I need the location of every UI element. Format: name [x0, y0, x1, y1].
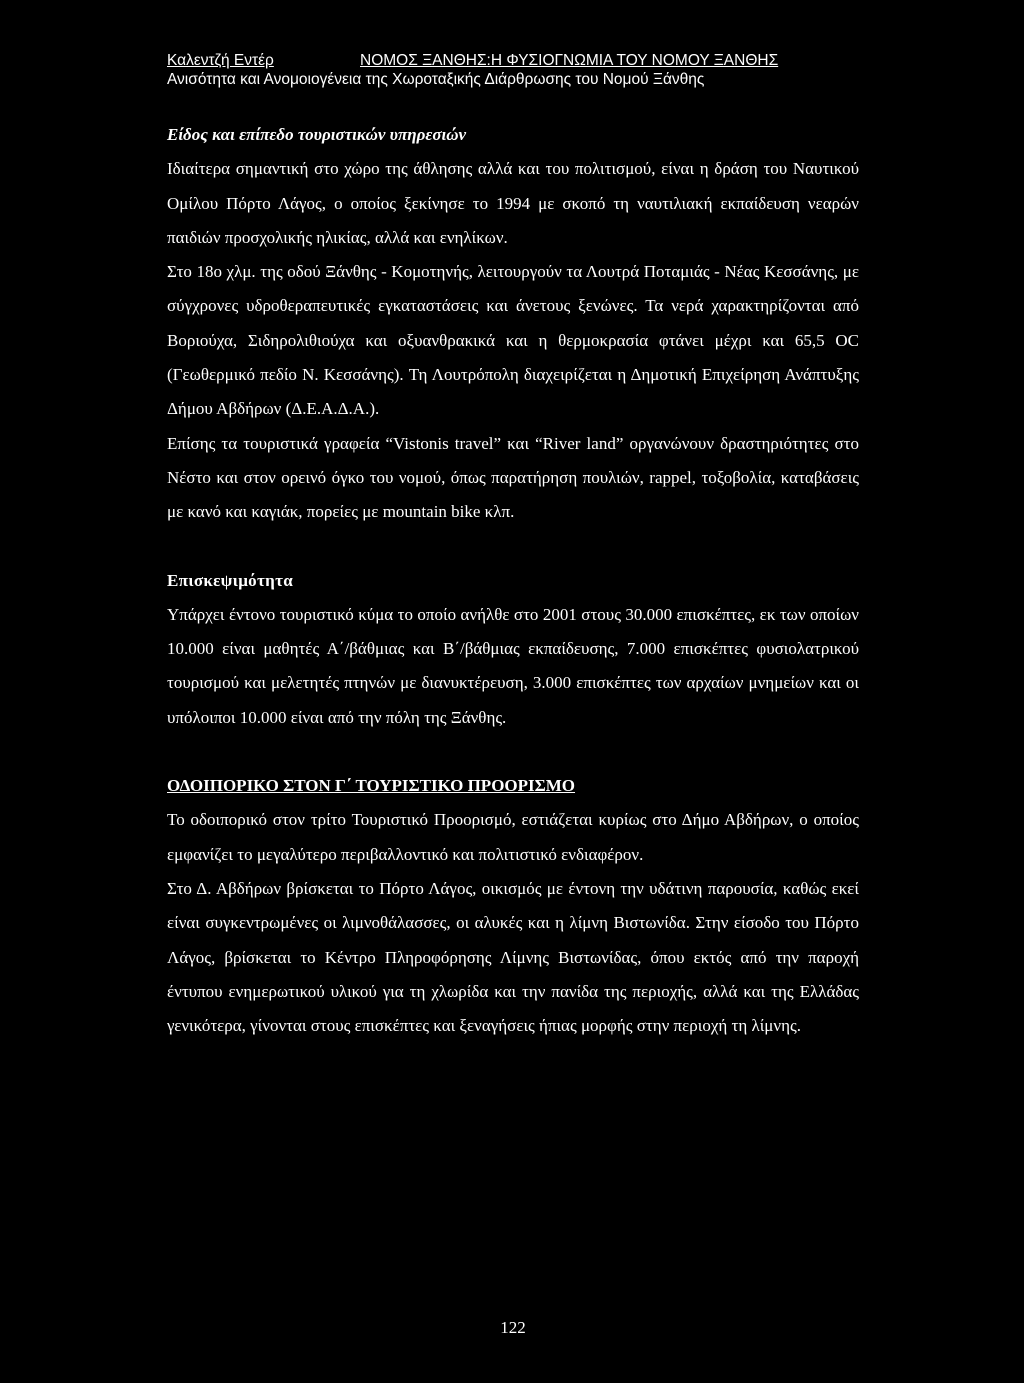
- paragraph: Ιδιαίτερα σημαντική στο χώρο της άθλησης αλλά και του πολιτισμού, είναι η δράση του Ναυτικού Ομίλου Πόρτο Λάγος, ο οποίος ξεκίνησε το 1994 με σκοπό τη ναυτιλιακή εκπαίδευση νεαρών παιδιών προσχολικής ηλικίας, αλλά και ενηλίκων.: [167, 159, 859, 247]
- section-heading-itinerary: ΟΔΟΙΠΟΡΙΚΟ ΣΤΟΝ Γ΄ ΤΟΥΡΙΣΤΙΚΟ ΠΡΟΟΡΙΣΜΟ: [167, 776, 576, 796]
- header-line-1: [167, 51, 859, 70]
- paragraph: Το οδοιπορικό στον τρίτο Τουριστικό Προορισμό, εστιάζεται κυρίως στο Δήμο Αβδήρων, ο οποίος εμφανίζει το μεγαλύτερο περιβαλλοντικό και πολιτιστικό ενδιαφέρον.: [167, 810, 859, 864]
- document-body: [167, 118, 859, 1043]
- header-subtitle: Ανισότητα και Ανομοιογένεια της Χωροταξικής Διάρθρωσης του Νομού Ξάνθης: [167, 71, 705, 88]
- paragraph: Στο Δ. Αβδήρων βρίσκεται το Πόρτο Λάγος, οικισμός με έντονη την υδάτινη παρουσία, καθώς εκεί είναι συγκεντρωμένες οι λιμνοθάλασσες, οι αλυκές και η λίμνη Βιστωνίδα. Στην είσοδο του Πόρτο Λάγος, βρίσκεται το Κέντρο Πληροφόρησης Λίμνης Βιστωνίδας, όπου εκτός από την παροχή έντυπου ενημερωτικού υλικού για τη χλωρίδα και την πανίδα της περιοχής, αλλά και της Ελλάδας γενικότερα, γίνονται στους επισκέπτες και ξεναγήσεις ήπιας μορφής στην περιοχή τη λίμνης.: [167, 878, 859, 1036]
- paragraph: Στο 18ο χλμ. της οδού Ξάνθης - Κομοτηνής, λειτουργούν τα Λουτρά Ποταμιάς - Νέας Κεσσάνης, με σύγχρονες υδροθεραπευτικές εγκαταστάσεις και άνετους ξενώνες. Τα νερά χαρακτηρίζονται από Βοριούχα, Σιδηρολιθιούχα και οξυανθρακικά και η θερμοκρασία φτάνει μέχρι και 65,5 OC (Γεωθερμικό πεδίο Ν. Κεσσάνης). Τη Λουτρόπολη διαχειρίζεται η Δημοτική Επιχείρηση Ανάπτυξης Δήμου Αβδήρων (Δ.Ε.Α.Δ.Α.).: [167, 262, 859, 419]
- running-header: [167, 51, 859, 89]
- header-title: ΝΟΜΟΣ ΞΑΝΘΗΣ:Η ΦΥΣΙΟΓΝΩΜΙΑ ΤΟΥ ΝΟΜΟΥ ΞΑΝΘΗΣ: [360, 52, 779, 69]
- page-number: 122: [500, 1318, 526, 1337]
- paragraph: Επίσης τα τουριστικά γραφεία “Vistonis travel” και “River land” οργανώνουν δραστηριότητες στο Νέστο και στον ορεινό όγκο του νομού, όπως παρατήρηση πουλιών, rappel, τοξοβολία, καταβάσεις με κανό και καγιάκ, πορείες με mountain bike κλπ.: [167, 433, 859, 522]
- header-author: Καλεντζή Εντέρ: [167, 52, 274, 69]
- paragraph: Υπάρχει έντονο τουριστικό κύμα το οποίο ανήλθε στο 2001 στους 30.000 επισκέπτες, εκ των οποίων 10.000 είναι μαθητές Α΄/βάθμιας και Β΄/βάθμιας εκπαίδευσης, 7.000 επισκέπτες φυσιολατρικού τουρισμού και μελετητές πτηνών με διανυκτέρευση, 3.000 επισκέπτες των αρχαίων μνημείων και οι υπόλοιποι 10.000 είναι από την πόλη της Ξάνθης.: [167, 604, 859, 727]
- section-heading-visitation: Επισκεψιμότητα: [167, 570, 293, 590]
- section-heading-tourist-services: Είδος και επίπεδο τουριστικών υπηρεσιών: [167, 125, 467, 144]
